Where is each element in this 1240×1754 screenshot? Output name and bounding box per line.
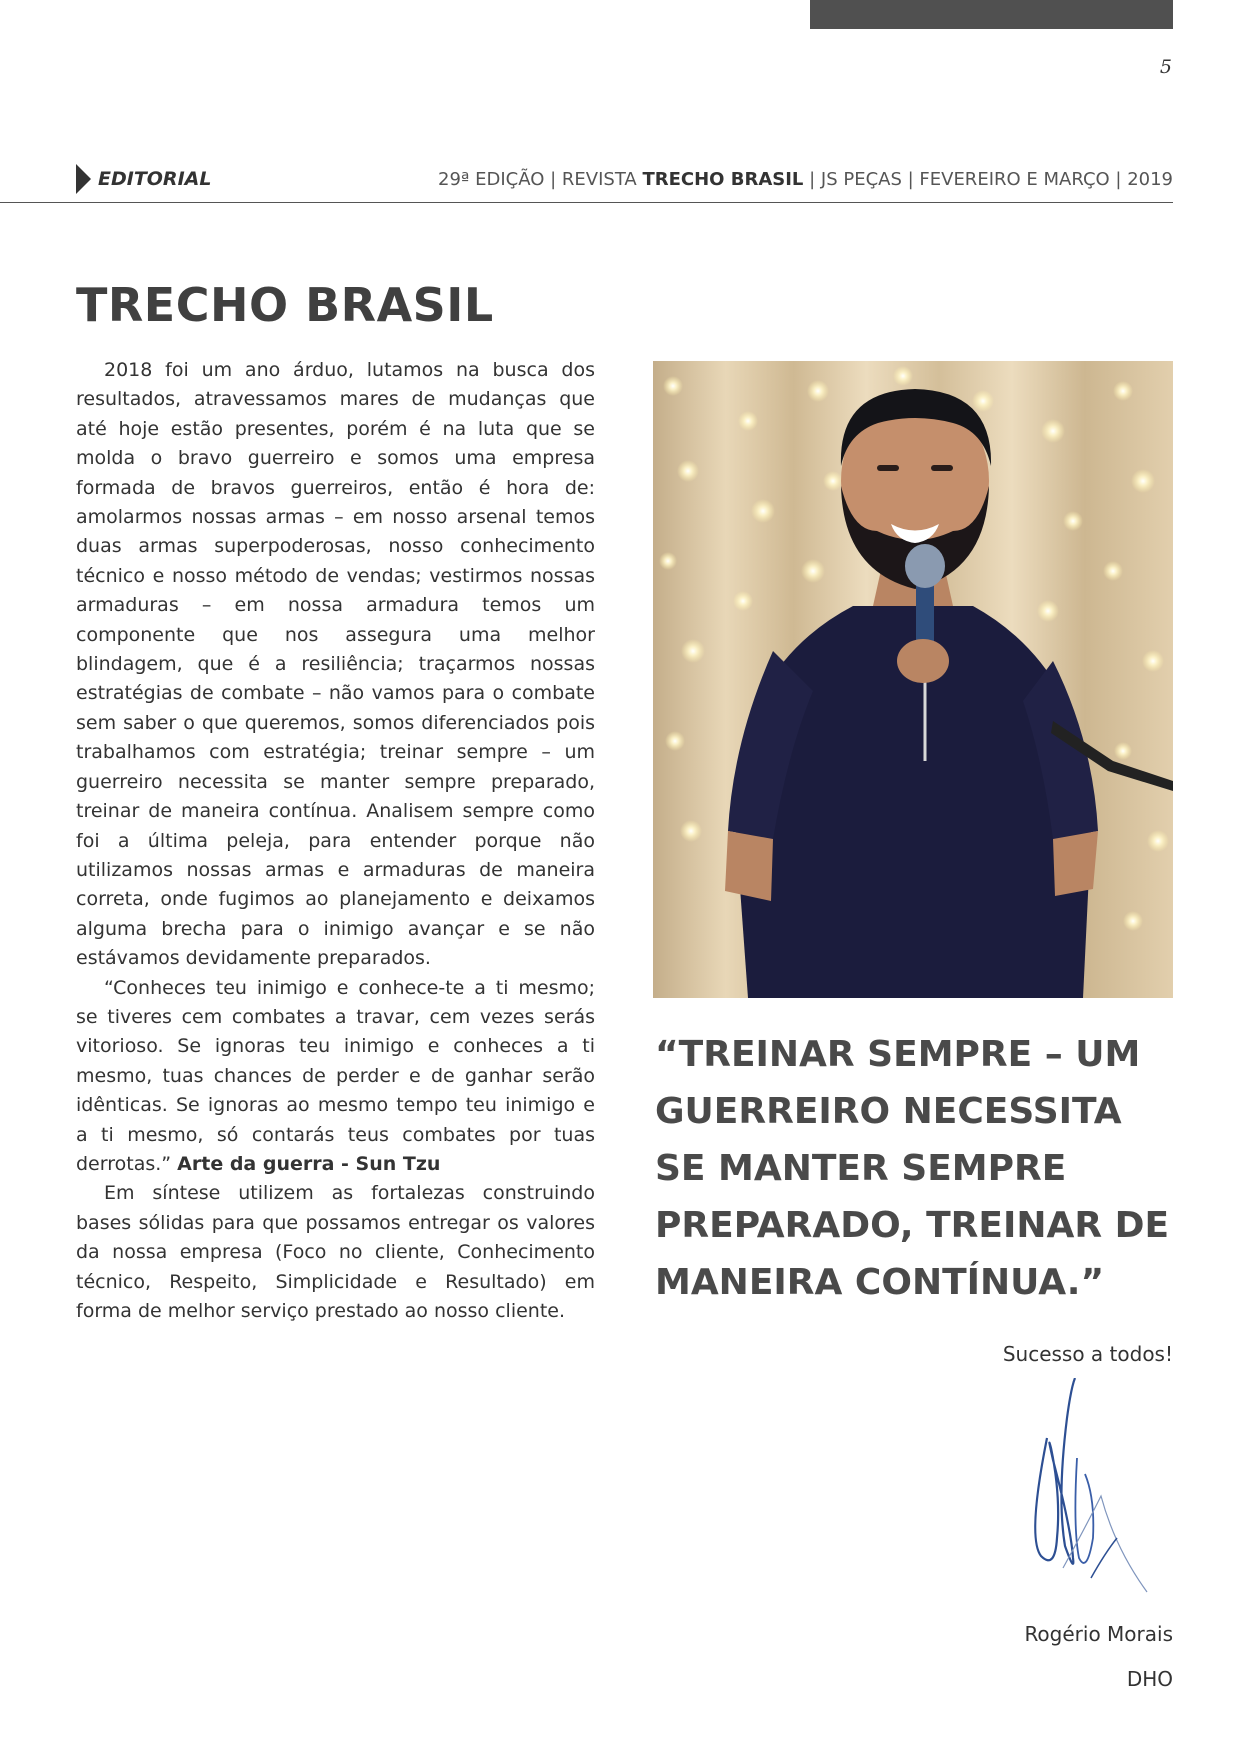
article-paragraph: Em síntese utilizem as fortalezas construindo bases sólidas para que possamos entregar os valores da nossa empresa (Foco no cliente, Conhecimento técnico, Respeito, Simplicidade e Resultado) em forma de melhor serviço prestado ao nosso cliente.: [76, 1182, 595, 1322]
speaker-figure: [725, 389, 1173, 998]
page-number: 5: [1159, 56, 1172, 78]
article-paragraph-quote: [76, 974, 595, 1180]
sun-tzu-quote: “Conheces teu inimigo e conhece-te a ti mesmo; se tiveres cem combates a travar, cem vezes serás vitorioso. Se ignoras teu inimigo e conheces a ti mesmo, tuas chances de perder e de ganhar serão idênticas. Se ignoras ao mesmo tempo teu inimigo e a ti mesmo, só contarás teus combates por tuas derrotas.”: [76, 976, 595, 1175]
article-title: TRECHO BRASIL: [76, 278, 494, 332]
play-arrow-icon: [76, 164, 91, 194]
author-photo-illustration: [653, 361, 1173, 998]
article-paragraph: 2018 foi um ano árduo, lutamos na busca dos resultados, atravessamos mares de mudanças que até hoje estão presentes, porém é na luta que se molda o bravo guerreiro e somos uma empresa formada de bravos guerreiros, então é hora de: amolarmos nossas armas – em nosso arsenal temos duas armas superpoderosas, nosso conhecimento técnico e nosso método de vendas; vestirmos nossas armaduras – em nossa armadura temos um componente que nos assegura uma melhor blindagem, que é a resiliência; traçarmos nossas estratégias de combate – não vamos para o combate sem saber o que queremos, somos diferenciados pois trabalhamos com estratégia; treinar sempre – um guerreiro necessita se manter sempre preparado, treinar de maneira contínua. Analisem sempre como foi a última peleja, para entender porque não utilizamos nossas armas e armaduras de maneira correta, onde fugimos ao planejamento e deixamos alguma brecha para o inimigo avançar e se não estávamos devidamente preparados.: [76, 359, 595, 970]
edition-line: [438, 169, 1173, 190]
article-body: [76, 356, 595, 1326]
author-photo: [653, 361, 1173, 998]
section-label: EDITORIAL: [98, 168, 212, 190]
page-header: [0, 160, 1173, 203]
top-decorative-bar: [810, 0, 1173, 29]
quote-source: Arte da guerra - Sun Tzu: [177, 1152, 441, 1175]
signature-image: [1005, 1378, 1165, 1618]
pull-quote: “TREINAR SEMPRE – UM GUERREIRO NECESSITA SE MANTER SEMPRE PREPARADO, TREINAR DE MANEIRA CONTÍNUA.”: [655, 1034, 1170, 1303]
magazine-name: TRECHO BRASIL: [642, 169, 804, 190]
author-name: Rogério Morais: [1024, 1622, 1173, 1646]
edition-prefix: 29ª EDIÇÃO | REVISTA: [438, 169, 643, 190]
closing-remark: Sucesso a todos!: [1002, 1342, 1173, 1366]
edition-suffix: | JS PEÇAS | FEVEREIRO E MARÇO | 2019: [803, 169, 1173, 190]
author-department: DHO: [1126, 1667, 1173, 1691]
